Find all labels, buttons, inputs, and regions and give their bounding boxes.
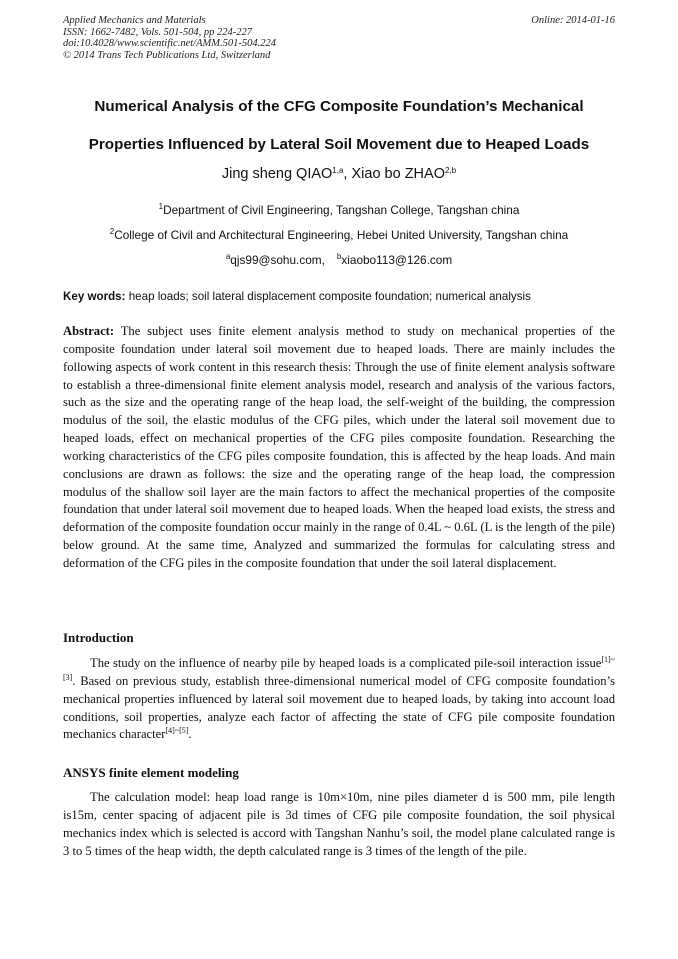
author-separator: , xyxy=(343,166,352,182)
citation-1-3: [1]~[3] xyxy=(63,655,615,682)
affiliation-1-sup: 1 xyxy=(158,202,164,211)
title-line-2: Properties Influenced by Lateral Soil Movement due to Heaped Loads xyxy=(88,136,590,153)
author-2-sup: 2,b xyxy=(444,166,457,175)
affiliation-1-text: Department of Civil Engineering, Tangshan College, Tangshan china xyxy=(163,203,520,217)
author-1-sup: 1,a xyxy=(332,166,344,175)
online-date: Online: 2014-01-16 xyxy=(531,15,615,26)
abstract xyxy=(63,323,615,573)
title-line-1: Numerical Analysis of the CFG Composite Foundation’s Mechanical xyxy=(94,98,584,115)
email-b-sup: b xyxy=(336,252,342,261)
author-emails xyxy=(0,253,678,267)
author-list xyxy=(0,166,678,182)
keywords-label: Key words: xyxy=(63,290,126,303)
citation-4-5: [4]~[5] xyxy=(165,726,189,736)
doi-line: doi:10.4028/www.scientific.net/AMM.501-504.224 xyxy=(63,38,276,50)
keywords xyxy=(63,290,615,303)
affiliation-1 xyxy=(0,203,678,217)
email-b xyxy=(337,253,452,267)
intro-text-2: . Based on previous study, establish three-dimensional numerical model of CFG composite foundation’s mechanical properties influenced by lateral soil movement due to heaped loads, by taking into account load conditions, soil properties, analyze each factor of affecting the state of CFG pile composite foundation mechanics character xyxy=(63,673,615,742)
abstract-text: The subject uses finite element analysis method to study on mechanical properties of the composite foundation under lateral soil movement due to heaped loads. There are mainly includes the following aspects of work content in this research thesis: Through the use of finite element analysis software to establish a three-dimensional finite element analysis model, research and analysis of the various factors, such as the size and the operating range of the heap load, the self-weight of the building, the compression modulus of the soil, the elastic modulus of the CFG piles, which under the lateral soil movement due to heaped loads, effect on mechanical properties of the CFG piles composite foundation. Researching the working characteristics of the CFG piles composite foundation, this is affected by the heap loads. And main conclusions are drawn as follows: the size and the operating range of the heap load, the compression modulus of the shallow soil layer are the main factors to affect the mechanical properties of the composite foundation that under lateral soil movement due to heaped loads. When the heaped load exists, the stress and deformation of the composite foundation occur mainly in the range of 0.4L ~ 0.6L (L is the length of the pile) below ground. At the same time, Analyzed and summarized the formulas for calculating stress and deformation of the CFG piles in the composite foundation that under the soil lateral displacement. xyxy=(63,324,615,570)
affiliation-2-sup: 2 xyxy=(109,227,115,236)
email-a xyxy=(226,253,325,267)
keywords-text: heap loads; soil lateral displacement composite foundation; numerical analysis xyxy=(125,290,531,303)
affiliation-2-text: College of Civil and Architectural Engineering, Hebei United University, Tangshan china xyxy=(114,228,569,242)
intro-text-3: . xyxy=(188,727,192,742)
ansys-heading: ANSYS finite element modeling xyxy=(63,765,239,780)
issn-line: ISSN: 1662-7482, Vols. 501-504, pp 224-227 xyxy=(63,26,252,38)
author-2-name: Xiao bo ZHAO xyxy=(351,166,445,182)
affiliation-2 xyxy=(0,228,678,242)
journal-name: Applied Mechanics and Materials xyxy=(63,15,206,26)
copyright-line: © 2014 Trans Tech Publications Ltd, Switzerland xyxy=(63,49,271,61)
introduction-paragraph xyxy=(63,655,615,744)
author-1-name: Jing sheng QIAO xyxy=(221,166,333,182)
email-b-text: xiaobo113@126.com xyxy=(341,253,453,267)
abstract-label: Abstract: xyxy=(63,324,115,338)
email-a-sup: a xyxy=(225,252,231,261)
paper-title xyxy=(40,88,638,164)
email-a-text: qjs99@sohu.com, xyxy=(230,253,325,267)
journal-header xyxy=(63,15,615,61)
ansys-paragraph: The calculation model: heap load range is 10m×10m, nine piles diameter d is 500 mm, pile length is15m, center spacing of adjacent pile is 3d times of CFG pile composite foundation, the soil physical mechanics index which is selected is accord with Tangshan Nanhu’s soil, the model plane calculated range is 3 to 5 times of the heap width, the depth calculated range is 3 times of the length of the pile. xyxy=(63,790,615,858)
intro-text-1: The study on the influence of nearby pile by heaped loads is a complicated pile-soil interaction issue xyxy=(90,656,602,670)
introduction-heading: Introduction xyxy=(63,630,134,645)
